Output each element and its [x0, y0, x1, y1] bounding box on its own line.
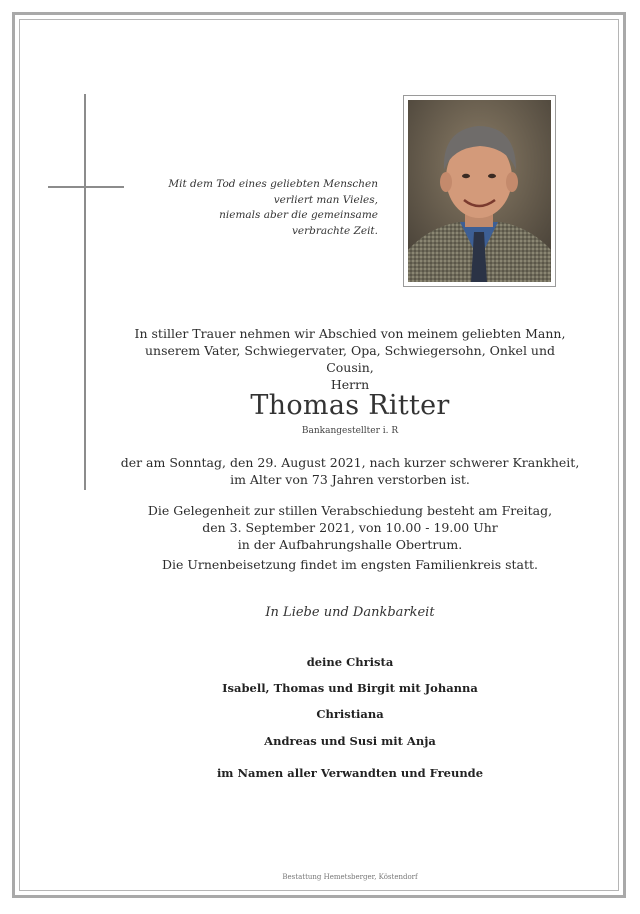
- closing-phrase: In Liebe und Dankbarkeit: [265, 605, 435, 620]
- quote-line: verliert man Vieles,: [273, 193, 378, 206]
- farewell-line: den 3. September 2021, von 10.00 - 19.00 Uhr: [202, 520, 498, 535]
- cross-icon-vertical: [84, 94, 86, 490]
- family-line: Andreas und Susi mit Anja: [264, 734, 436, 748]
- intro-line: In stiller Trauer nehmen wir Abschied von meinem geliebten Mann,: [134, 326, 566, 341]
- farewell-line: Die Gelegenheit zur stillen Verabschiedung besteht am Freitag,: [147, 503, 553, 518]
- farewell-text: [120, 502, 580, 553]
- memorial-quote: [140, 177, 378, 239]
- portrait-frame: [403, 95, 556, 287]
- farewell-line: in der Aufbahrungshalle Obertrum.: [237, 537, 463, 552]
- quote-line: niemals aber die gemeinsame: [219, 209, 378, 221]
- family-line: Christiana: [316, 707, 384, 721]
- intro-text: [120, 325, 580, 393]
- portrait-photo: [408, 100, 551, 282]
- quote-line: Mit dem Tod eines geliebten Menschen: [168, 178, 378, 190]
- intro-line: unserem Vater, Schwiegervater, Opa, Schwiegersohn, Onkel und Cousin,: [144, 343, 556, 375]
- death-line: der am Sonntag, den 29. August 2021, nach kurzer schwerer Krankheit,: [120, 455, 580, 470]
- intro-line: Herrn: [330, 377, 370, 392]
- funeral-home-footer: Bestattung Hemetsberger, Köstendorf: [282, 873, 418, 881]
- cross-icon-horizontal: [48, 186, 124, 188]
- urn-burial-text: [120, 556, 580, 573]
- family-line: deine Christa: [306, 655, 394, 669]
- death-text: [120, 454, 580, 488]
- quote-line: verbrachte Zeit.: [291, 224, 378, 237]
- urn-line: Die Urnenbeisetzung findet im engsten Familienkreis statt.: [161, 557, 539, 572]
- death-line: im Alter von 73 Jahren verstorben ist.: [230, 472, 470, 487]
- deceased-occupation: Bankangestellter i. R: [301, 426, 399, 436]
- family-line: Isabell, Thomas und Birgit mit Johanna: [222, 681, 478, 695]
- family-line: im Namen aller Verwandten und Freunde: [216, 766, 484, 780]
- deceased-name: Thomas Ritter: [250, 390, 450, 421]
